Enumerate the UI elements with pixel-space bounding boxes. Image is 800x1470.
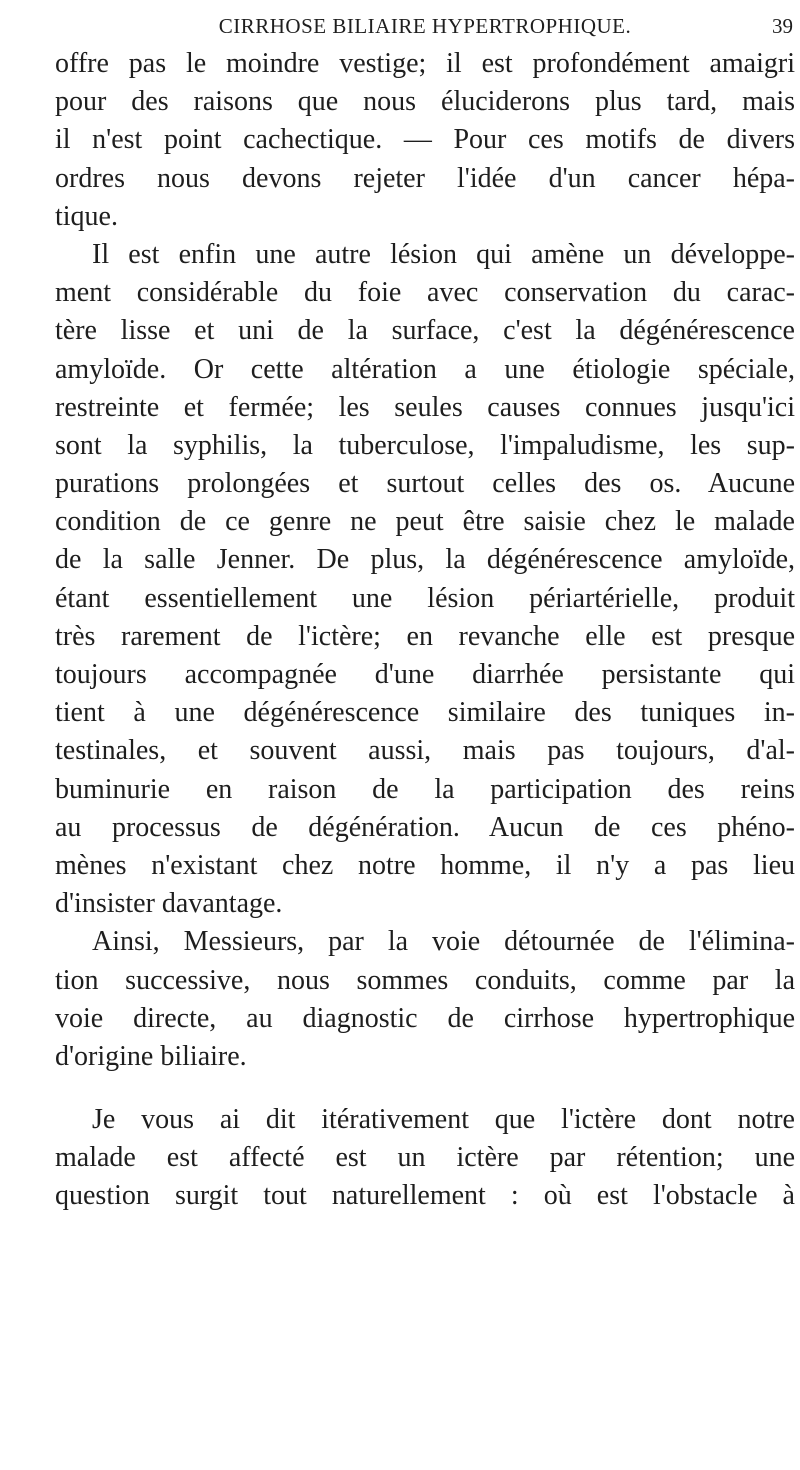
text-line: pour des raisons que nous éluciderons plus tard, mais: [55, 86, 795, 118]
text-line: amyloïde. Or cette altération a une étiologie spéciale,: [55, 353, 795, 385]
text-line: au processus de dégénération. Aucun de ces phéno-: [55, 811, 795, 843]
text-line: Ainsi, Messieurs, par la voie détournée de l'élimina-: [92, 926, 795, 958]
running-title: CIRRHOSE BILIAIRE HYPERTROPHIQUE.: [218, 14, 632, 38]
text-line: Je vous ai dit itérativement que l'ictère dont notre: [92, 1104, 795, 1136]
running-header: [55, 10, 795, 44]
text-line: ment considérable du foie avec conservation du carac-: [55, 277, 795, 309]
text-line: ordres nous devons rejeter l'idée d'un cancer hépa-: [55, 162, 795, 194]
text-line: voie directe, au diagnostic de cirrhose hypertrophique: [55, 1002, 795, 1034]
text-line: il n'est point cachectique. — Pour ces motifs de divers: [55, 124, 795, 156]
paragraph-1: [55, 45, 795, 236]
text-line: sont la syphilis, la tuberculose, l'impaludisme, les sup-: [55, 429, 795, 461]
page-number: 39: [772, 14, 793, 38]
text-line: malade est affecté est un ictère par rétention; une: [55, 1142, 795, 1174]
paragraph-2: [55, 236, 795, 923]
text-line: toujours accompagnée d'une diarrhée persistante qui: [55, 659, 795, 690]
text-line: mènes n'existant chez notre homme, il n'y a pas lieu: [55, 849, 795, 881]
body-text: [55, 45, 795, 1216]
paragraph-4: [55, 1101, 795, 1216]
text-line: question surgit tout naturellement : où est l'obstacle à: [55, 1180, 795, 1212]
text-line: de la salle Jenner. De plus, la dégénérescence amyloïde,: [55, 544, 795, 576]
paragraph-gap: [55, 1076, 795, 1101]
text-line: Il est enfin une autre lésion qui amène un développe-: [92, 238, 795, 270]
text-line: d'origine biliaire.: [55, 1040, 247, 1072]
text-line: testinales, et souvent aussi, mais pas toujours, d'al-: [55, 735, 795, 767]
text-line: tère lisse et uni de la surface, c'est la dégénérescence: [55, 315, 795, 347]
paragraph-3: [55, 923, 795, 1076]
text-line: offre pas le moindre vestige; il est profondément amaigri: [55, 48, 795, 79]
text-line: buminurie en raison de la participation des reins: [55, 773, 795, 805]
text-line: tient à une dégénérescence similaire des tuniques in-: [55, 697, 795, 729]
text-line: étant essentiellement une lésion périartérielle, produit: [55, 582, 795, 614]
text-line: condition de ce genre ne peut être saisie chez le malade: [55, 506, 795, 538]
text-line: tique.: [55, 200, 118, 232]
text-line: restreinte et fermée; les seules causes connues jusqu'ici: [55, 391, 795, 423]
text-line: d'insister davantage.: [55, 888, 283, 920]
text-line: très rarement de l'ictère; en revanche elle est presque: [55, 620, 795, 652]
text-line: tion successive, nous sommes conduits, comme par la: [55, 964, 795, 996]
text-line: purations prolongées et surtout celles des os. Aucune: [55, 468, 795, 500]
